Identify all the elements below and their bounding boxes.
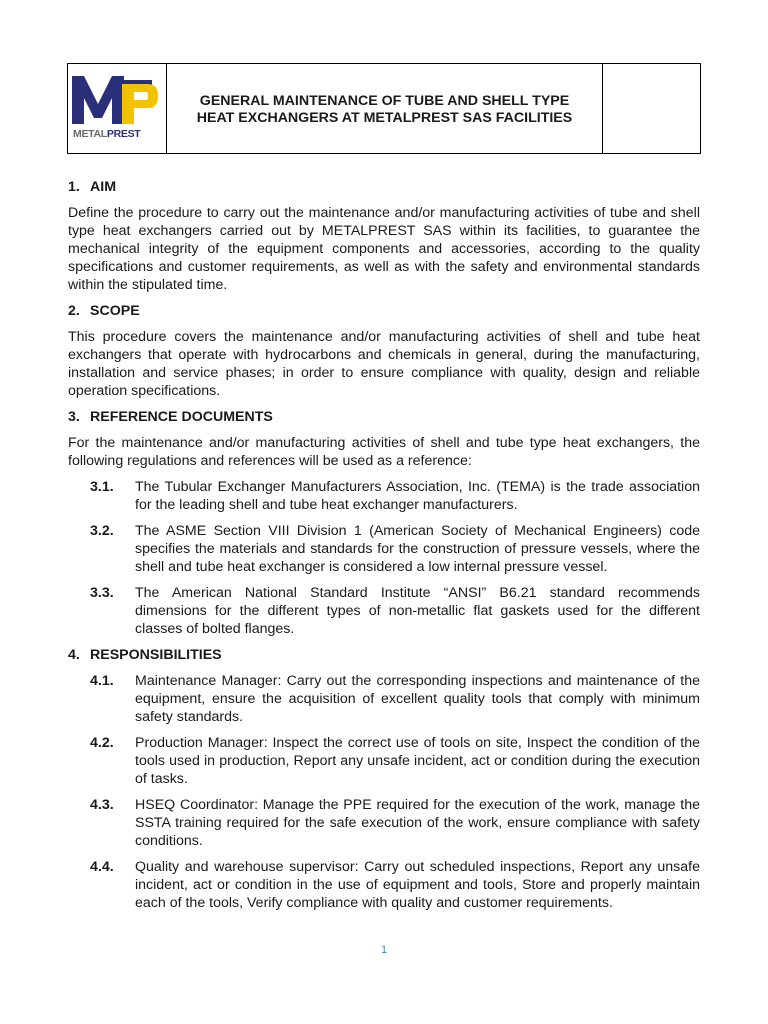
item-number: 4.1. — [90, 673, 114, 689]
logo-text-prest: PREST — [106, 128, 141, 140]
item-number: 4.2. — [90, 735, 114, 751]
item-number: 4.3. — [90, 797, 114, 813]
header-empty-cell — [603, 64, 700, 153]
section-number: 2. — [68, 303, 80, 319]
list-item — [68, 796, 700, 850]
title-line-2: HEAT EXCHANGERS AT METALPREST SAS FACILITIES — [196, 109, 573, 126]
section-title: SCOPE — [90, 303, 140, 319]
item-number: 4.4. — [90, 859, 114, 875]
section-heading-references — [68, 408, 700, 426]
section-number: 1. — [68, 179, 80, 195]
item-number: 3.3. — [90, 585, 114, 601]
logo-wordmark — [73, 128, 140, 140]
document-title — [167, 64, 603, 153]
document-body — [68, 178, 700, 920]
section-heading-aim — [68, 178, 700, 196]
references-paragraph: For the maintenance and/or manufacturing activities of shell and tube type heat exchangers, the following regulations and references will be used as a reference: — [68, 435, 700, 469]
section-title: REFERENCE DOCUMENTS — [90, 409, 273, 425]
list-item — [68, 584, 700, 638]
item-number: 3.1. — [90, 479, 114, 495]
item-text: Production Manager: Inspect the correct use of tools on site, Inspect the condition of the tools used in production, Report any unsafe incident, act or condition during the execution of tasks. — [135, 735, 700, 787]
section-number: 4. — [68, 647, 80, 663]
aim-paragraph: Define the procedure to carry out the maintenance and/or manufacturing activities of tube and shell type heat exchangers carried out by METALPREST SAS within its facilities, to guarantee the mechanical integrity of the equipment components and accessories, according to the quality specifications and customer requirements, as well as with the safety and environmental standards within the stipulated time. — [68, 205, 700, 293]
list-item — [68, 858, 700, 912]
title-line-1: GENERAL MAINTENANCE OF TUBE AND SHELL TYPE — [199, 92, 570, 109]
section-title: AIM — [90, 179, 117, 195]
item-text: Maintenance Manager: Carry out the corresponding inspections and maintenance of the equipment, ensure the acquisition of excellent quality tools that comply with minimum safety standards. — [135, 673, 700, 725]
section-heading-responsibilities — [68, 646, 700, 664]
page-number: 1 — [380, 944, 388, 956]
item-text: Quality and warehouse supervisor: Carry out scheduled inspections, Report any unsafe incident, act or condition in the use of equipment and tools, Store and properly maintain each of the tools, Verify compliance with quality and customer requirements. — [135, 859, 700, 911]
metalprest-logo-icon — [72, 76, 160, 126]
item-number: 3.2. — [90, 523, 114, 539]
logo-cell — [68, 64, 167, 153]
item-text: The Tubular Exchanger Manufacturers Association, Inc. (TEMA) is the trade association for the leading shell and tube heat exchanger manufacturers. — [135, 479, 700, 513]
section-number: 3. — [68, 409, 80, 425]
item-text: HSEQ Coordinator: Manage the PPE required for the execution of the work, manage the SSTA training required for the safe execution of the work, ensure compliance with safety conditions. — [135, 797, 700, 849]
list-item — [68, 522, 700, 576]
list-item — [68, 672, 700, 726]
item-text: The American National Standard Institute “ANSI” B6.21 standard recommends dimensions for the different types of non-metallic flat gaskets used for the different classes of bolted flanges. — [135, 585, 700, 637]
document-header — [67, 63, 701, 154]
item-text: The ASME Section VIII Division 1 (American Society of Mechanical Engineers) code specifies the materials and standards for the construction of pressure vessels, where the shell and tube heat exchanger is considered a low internal pressure vessel. — [135, 523, 700, 575]
scope-paragraph: This procedure covers the maintenance and/or manufacturing activities of shell and tube heat exchangers that operate with hydrocarbons and chemicals in general, during the manufacturing, installation and service phases; in order to ensure compliance with quality, design and reliable operation specifications. — [68, 329, 700, 399]
section-heading-scope — [68, 302, 700, 320]
list-item — [68, 734, 700, 788]
list-item — [68, 478, 700, 514]
section-title: RESPONSIBILITIES — [90, 647, 222, 663]
logo-text-metal: METAL — [73, 128, 107, 140]
